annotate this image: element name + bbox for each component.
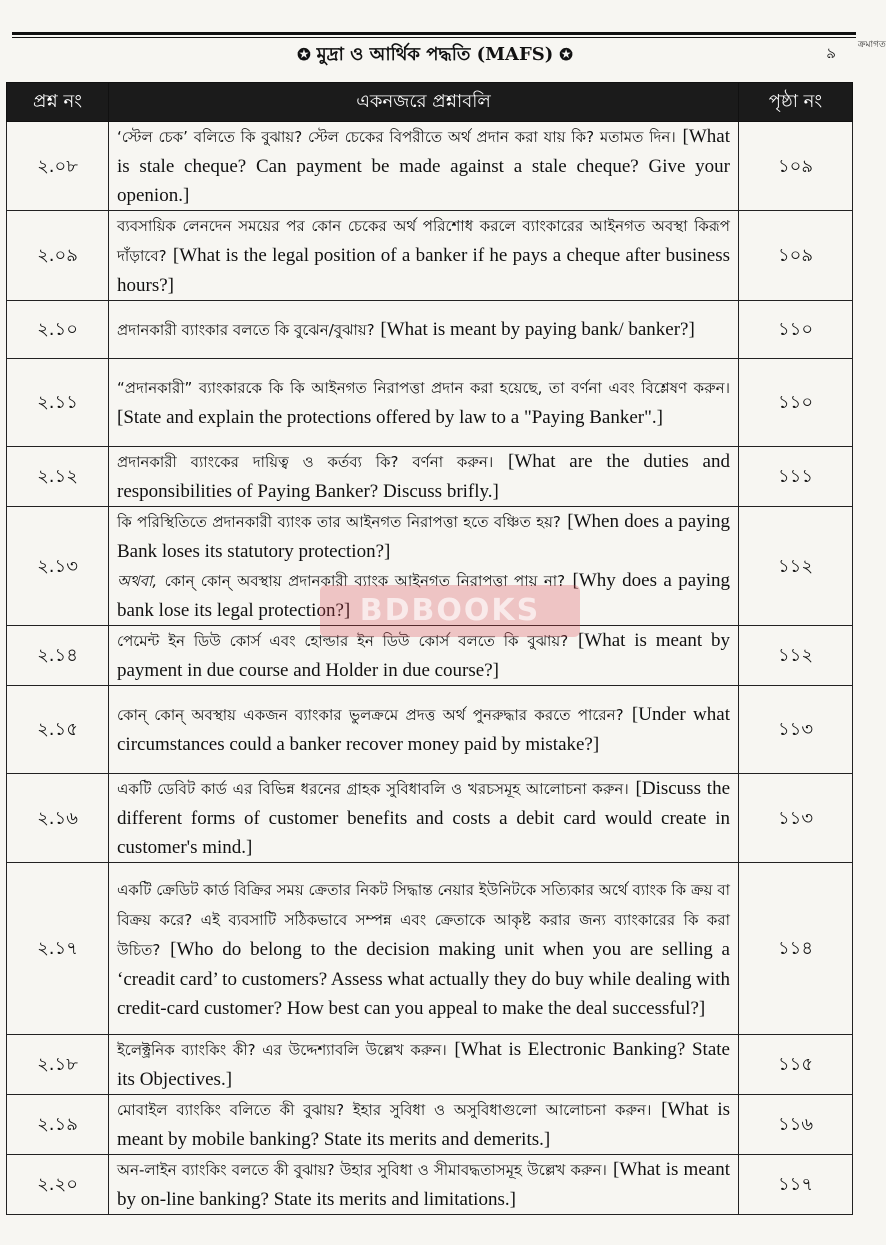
question-bangla: কোন্ কোন্ অবস্থায় একজন ব্যাংকার ভুলক্রমে প্রদত্ত অর্থ পুনরুদ্ধার করতে পারেন? [117,706,624,724]
question-number: ২.১৭ [7,863,109,1035]
page-reference: ১১৬ [739,1095,853,1155]
question-bangla: ইলেক্ট্রনিক ব্যাংকিং কী? এর উদ্দেশ্যাবলি উল্লেখ করুন। [117,1041,447,1059]
page-reference: ১১৪ [739,863,853,1035]
table-header-row [7,83,853,122]
question-text [109,1095,739,1155]
question-bangla: একটি ডেবিট কার্ড এর বিভিন্ন ধরনের গ্রাহক সুবিধাবলি ও খরচসমূহ আলোচনা করুন। [117,780,629,798]
question-bangla: একটি ক্রেডিট কার্ড বিক্রির সময় ক্রেতার নিকট সিদ্ধান্ত নেয়ার ইউনিটকে সত্যিকার অর্থে ব্যাংক কি ক্রয় বা বিক্রয় করে? এই ব্যবসাটি সঠিকভাবে সম্পন্ন এবং ক্রেতাকে আকৃষ্ট করার জন্য ব্যাংকারের কি করা উচিত? [117,880,730,959]
question-english: [What are the duties and responsibilities of Paying Banker? Discuss brifly.] [117,451,730,502]
page-reference: ১১৩ [739,686,853,774]
question-bangla: মোবাইল ব্যাংকিং বলিতে কী বুঝায়? ইহার সুবিধা ও অসুবিধাগুলো আলোচনা করুন। [117,1101,652,1119]
question-number: ২.০৮ [7,122,109,211]
table-row [7,863,853,1035]
table-row [7,774,853,863]
table-row [7,359,853,447]
question-bangla: প্রদানকারী ব্যাংকার বলতে কি বুঝেন/বুঝায়? [117,320,375,339]
question-text [109,686,739,774]
page-reference: ১১৩ [739,774,853,863]
column-header-questions: একনজরে প্রশ্নাবলি [109,83,739,122]
table-row [7,447,853,507]
question-english: [What is meant by payment in due course and Holder in due course?] [117,630,730,681]
question-text [109,863,739,1035]
question-english: [What is Electronic Banking? State its Objectives.] [117,1039,730,1090]
page-reference: ১১৭ [739,1155,853,1215]
header-bottom-rule [12,37,856,38]
question-english: [Under what circumstances could a banker recover money paid by mistake?] [117,704,730,755]
column-header-page-no: পৃষ্ঠা নং [739,83,853,122]
running-header-title: মুদ্রা ও আর্থিক পদ্ধতি (MAFS) [316,44,554,65]
question-number: ২.২০ [7,1155,109,1215]
question-number: ২.১০ [7,301,109,359]
or-label: অথবা, [117,572,158,590]
question-number: ২.১৮ [7,1035,109,1095]
question-number: ২.১৪ [7,626,109,686]
question-bangla-alt: কোন্ কোন্ অবস্থায় প্রদানকারী ব্যাংক আইনগত নিরাপত্তা পায় না? [164,572,566,590]
header-top-rule [12,32,856,35]
page-reference: ১১০ [739,301,853,359]
question-text [109,301,739,359]
question-number: ২.১৯ [7,1095,109,1155]
page-reference: ১১০ [739,359,853,447]
question-number: ২.০৯ [7,211,109,301]
page-reference: ১১২ [739,626,853,686]
page-number: ৯ [826,44,836,62]
question-number: ২.১৫ [7,686,109,774]
side-margin-text: ক্রমাগত [858,40,886,50]
question-text [109,447,739,507]
question-index-table [6,82,853,1215]
question-number: ২.১২ [7,447,109,507]
running-header [40,40,830,68]
question-number: ২.১৬ [7,774,109,863]
question-english: [Who do belong to the decision making unit when you are selling a ‘creadit card’ to customers? Assess what actually they do buy while dealing with credit-card customer? How best can you appeal to make the deal successful?] [117,938,730,1019]
page-reference: ১১১ [739,447,853,507]
question-text [109,774,739,863]
question-english: [What is stale cheque? Can payment be made against a stale cheque? Give your openion.] [117,126,730,206]
table-row [7,122,853,211]
question-english: [What is the legal position of a banker if he pays a cheque after business hours?] [117,245,730,296]
question-text [109,211,739,301]
question-english: [Discuss the different forms of customer benefits and costs a debit card would create in customer's mind.] [117,778,730,858]
table-row [7,301,853,359]
question-english: [What is meant by paying bank/ banker?] [380,318,695,340]
page-reference: ১০৯ [739,122,853,211]
question-bangla: ‘স্টেল চেক’ বলিতে কি বুঝায়? স্টেল চেকের বিপরীতে অর্থ প্রদান করা যায় কি? মতামত দিন। [117,128,676,146]
question-text [109,1155,739,1215]
question-text [109,359,739,447]
question-number: ২.১১ [7,359,109,447]
question-bangla: পেমেন্ট ইন ডিউ কোর্স এবং হোল্ডার ইন ডিউ কোর্স বলতে কি বুঝায়? [117,632,569,650]
flower-icon: ✪ [559,45,573,64]
page-reference: ১১৫ [739,1035,853,1095]
table-row [7,1035,853,1095]
question-english: [State and explain the protections offered by law to a "Paying Banker".] [117,407,663,428]
question-number: ২.১৩ [7,507,109,626]
column-header-question-no: প্রশ্ন নং [7,83,109,122]
flower-icon: ✪ [297,45,311,64]
page-reference: ১০৯ [739,211,853,301]
page-reference: ১১২ [739,507,853,626]
table-row [7,1155,853,1215]
question-bangla: “প্রদানকারী” ব্যাংকারকে কি কি আইনগত নিরাপত্তা প্রদান করা হয়েছে, তা বর্ণনা এবং বিশ্লেষণ করুন। [117,379,730,397]
table-row [7,211,853,301]
question-english: [What is meant by on-line banking? State its merits and limitations.] [117,1159,730,1210]
watermark-logo: BDBOOKS [320,585,580,637]
question-english: [What is meant by mobile banking? State its merits and demerits.] [117,1099,730,1150]
question-english: [When does a paying Bank loses its statutory protection?] [117,511,731,562]
question-text [109,122,739,211]
question-english-alt: [Why does a paying bank lose its legal protection?] [117,570,730,621]
table-row [7,1095,853,1155]
question-bangla: ব্যবসায়িক লেনদেন সময়ের পর কোন চেকের অর্থ পরিশোধ করলে ব্যাংকারের আইনগত অবস্থা কিরূপ দাঁড়াবে? [117,217,730,265]
table-row [7,686,853,774]
question-text [109,1035,739,1095]
question-bangla: প্রদানকারী ব্যাংকের দায়িত্ব ও কর্তব্য কি? বর্ণনা করুন। [117,453,494,471]
question-bangla: অন-লাইন ব্যাংকিং বলতে কী বুঝায়? উহার সুবিধা ও সীমাবদ্ধতাসমূহ উল্লেখ করুন। [117,1161,607,1179]
question-bangla: কি পরিস্থিতিতে প্রদানকারী ব্যাংক তার আইনগত নিরাপত্তা হতে বঞ্চিত হয়? [117,513,561,531]
